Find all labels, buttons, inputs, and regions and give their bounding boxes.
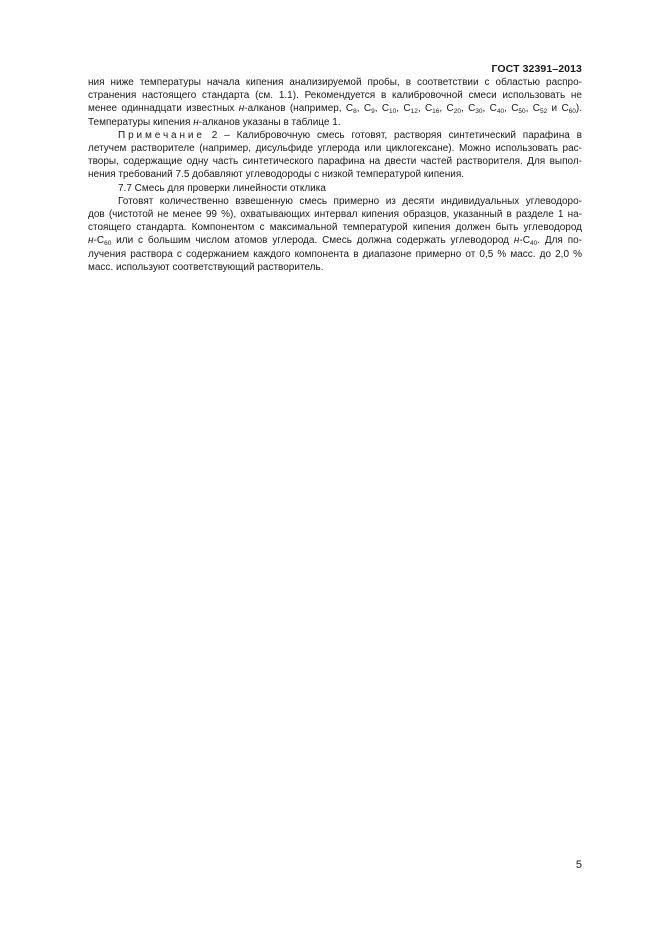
text-fragment: -алканов указаны в таблице 1. xyxy=(198,116,341,128)
text-line: нения требований 7.5 добавляют углеводороды с низкой температурой кипения. xyxy=(88,169,465,181)
carbon-subscript: 20 xyxy=(453,108,461,116)
list-separator: , C xyxy=(482,103,497,115)
carbon-subscript: 8 xyxy=(353,108,357,116)
carbon-subscript: 16 xyxy=(432,108,440,116)
italic-letter: н xyxy=(238,103,245,115)
italic-letter: н xyxy=(193,116,199,128)
subscript: 60 xyxy=(104,240,112,248)
list-separator: , C xyxy=(460,103,476,115)
subscript: 40 xyxy=(529,240,538,248)
list-separator: , C xyxy=(396,103,411,115)
list-separator: ). xyxy=(575,103,582,115)
text-line: странения настоящего стандарта (см. 1.1). Рекомендуется в калибровочной смеси использовать не xyxy=(88,90,582,102)
document-code-header: ГОСТ 32391–2013 xyxy=(491,63,582,75)
text-line: масс. используют соответствующий растворитель. xyxy=(88,261,324,273)
list-separator: и C xyxy=(547,103,569,115)
text-line xyxy=(88,129,582,142)
list-separator: , C xyxy=(525,103,540,115)
text-line xyxy=(88,234,582,247)
carbon-subscript: 52 xyxy=(539,108,548,116)
text-line-alkanes-list xyxy=(88,102,582,115)
carbon-subscript: 12 xyxy=(410,108,418,116)
text-fragment: -алканов (например, C xyxy=(244,103,354,115)
paragraph-calibration-mixture xyxy=(88,76,582,129)
text-line: стоящего стандарта. Компонентом с максимальной температурой кипения должен быть углеводород xyxy=(88,222,582,234)
list-separator: , C xyxy=(374,103,390,115)
note-2 xyxy=(88,129,582,182)
alkane-carbon-list xyxy=(353,103,582,114)
document-body xyxy=(88,76,582,274)
list-separator: , C xyxy=(356,103,372,115)
section-heading-7-7: 7.7 Смесь для проверки линейности отклика xyxy=(118,182,326,194)
text-fragment: -C xyxy=(519,235,530,247)
text-line: Готовят количественно взвешенную смесь примерно из десяти индивидуальных углеводоро- xyxy=(118,195,582,207)
list-separator: , C xyxy=(504,103,519,115)
italic-letter: н xyxy=(513,235,520,247)
carbon-subscript: 30 xyxy=(475,108,483,116)
list-separator: , C xyxy=(417,103,433,115)
text-line xyxy=(88,116,582,129)
text-fragment: . Для по- xyxy=(537,235,582,247)
text-line: творы, содержащие одну часть синтетического парафина на двести частей растворителя. Для выпол- xyxy=(88,156,582,168)
page-number: 5 xyxy=(575,859,582,871)
carbon-subscript: 40 xyxy=(496,108,505,116)
text-line: ния ниже температуры начала кипения анализируемой пробы, в соответствии с областью распро- xyxy=(88,77,582,88)
text-line: летучем растворителе (например, дисульфиде углерода или циклогексане). Можно использовать рас- xyxy=(88,143,582,155)
text-line: дов (чистотой не менее 99 %), охватывающих интервал кипения образцов, указанный в разделе 1 на- xyxy=(88,209,582,221)
text-fragment: 2 – Калибровочную смесь готовят, растворяя синтетический парафина в xyxy=(204,129,582,141)
text-line: лучения раствора с содержанием каждого компонента в диапазоне примерно от 0,5 % масс. до 2,0 % xyxy=(88,248,582,260)
text-fragment: или с большим числом атомов углерода. Смесь должна содержать углеводород xyxy=(111,235,514,247)
list-separator: , C xyxy=(439,103,454,115)
carbon-subscript: 50 xyxy=(518,108,526,116)
carbon-subscript: 60 xyxy=(568,108,576,116)
paragraph-linearity-mixture xyxy=(88,195,582,274)
italic-letter: н xyxy=(88,235,94,247)
text-fragment: менее одиннадцати известных xyxy=(88,103,239,115)
carbon-subscript: 10 xyxy=(389,108,397,116)
text-fragment: Температуры кипения xyxy=(88,116,194,128)
text-fragment: -C xyxy=(93,235,105,247)
carbon-subscript: 9 xyxy=(371,108,375,116)
note-label: Примечание xyxy=(118,129,205,141)
